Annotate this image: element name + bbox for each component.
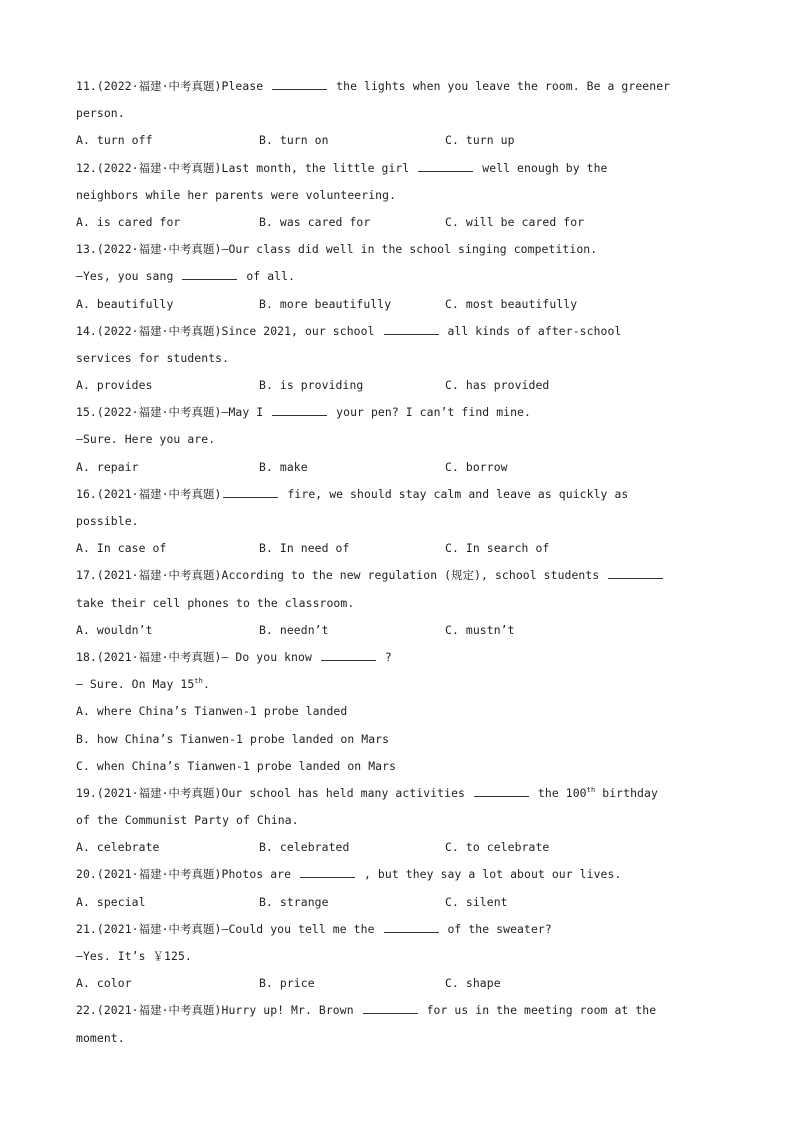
- answer-blank: [223, 485, 278, 498]
- option-c: C. turn up: [445, 133, 515, 148]
- question-13-options: [76, 294, 726, 321]
- question-17-cont: take their cell phones to the classroom.: [76, 595, 355, 610]
- option-b: B. turn on: [259, 133, 329, 148]
- option-b: B. was cared for: [259, 214, 371, 229]
- question-15-stem: 15.(2022·福建·中考真题)—May I your pen? I can’t find mine.: [76, 405, 531, 420]
- answer-blank: [321, 648, 376, 661]
- answer-blank: [300, 865, 355, 878]
- option-b: B. make: [259, 459, 308, 474]
- question-12-stem: 12.(2022·福建·中考真题)Last month, the little girl well enough by the: [76, 160, 608, 175]
- question-20-options: [76, 892, 726, 919]
- option-c: C. mustn’t: [445, 622, 515, 637]
- option-a: A. provides: [76, 378, 153, 393]
- question-18-stem: 18.(2021·福建·中考真题)— Do you know ?: [76, 649, 392, 664]
- question-17-stem: 17.(2021·福建·中考真题)According to the new regulation (规定), school students: [76, 565, 726, 592]
- question-13-cont: —Yes, you sang of all.: [76, 269, 296, 284]
- question-13-stem: 13.(2022·福建·中考真题)—Our class did well in the school singing competition.: [76, 242, 598, 257]
- question-11-options: [76, 130, 726, 157]
- option-c: C. has provided: [445, 378, 550, 393]
- option-a: A. wouldn’t: [76, 622, 153, 637]
- option-c: C. In search of: [445, 541, 550, 556]
- question-15-options: [76, 457, 726, 484]
- answer-blank: [474, 784, 529, 797]
- question-21-cont: —Yes. It’s ￥125.: [76, 949, 192, 963]
- answer-blank: [272, 77, 327, 90]
- question-14-cont: services for students.: [76, 350, 230, 365]
- option-b: B. price: [259, 976, 315, 991]
- question-18-cont: — Sure. On May 15th.: [76, 677, 210, 692]
- question-16-options: [76, 538, 726, 565]
- option-c: C. to celebrate: [445, 840, 550, 855]
- option-c: C. borrow: [445, 459, 508, 474]
- question-12-options: [76, 212, 726, 239]
- option-c: C. most beautifully: [445, 296, 578, 311]
- question-12-cont: neighbors while her parents were volunteering.: [76, 187, 397, 202]
- question-21-stem: 21.(2021·福建·中考真题)—Could you tell me the of the sweater?: [76, 921, 552, 936]
- question-14-options: [76, 375, 726, 402]
- question-18-option-b: B. how China’s Tianwen-1 probe landed on Mars: [76, 731, 390, 746]
- question-18-option-a: A. where China’s Tianwen-1 probe landed: [76, 704, 348, 719]
- question-17-options: [76, 620, 726, 647]
- option-a: A. turn off: [76, 133, 153, 148]
- answer-blank: [608, 566, 663, 579]
- option-a: A. is cared for: [76, 214, 181, 229]
- question-11-cont: person.: [76, 106, 125, 121]
- answer-blank: [384, 322, 439, 335]
- question-16-cont: possible.: [76, 514, 139, 528]
- question-19-options: [76, 837, 726, 864]
- question-14-stem: 14.(2022·福建·中考真题)Since 2021, our school all kinds of after-school: [76, 323, 622, 338]
- option-a: A. In case of: [76, 541, 167, 556]
- option-a: A. color: [76, 976, 132, 991]
- question-16-stem: 16.(2021·福建·中考真题) fire, we should stay calm and leave as quickly as: [76, 486, 629, 501]
- question-19-stem: 19.(2021·福建·中考真题)Our school has held many activities the 100th birthday: [76, 785, 658, 800]
- question-list: [76, 76, 726, 1055]
- option-a: A. beautifully: [76, 296, 174, 311]
- answer-blank: [384, 920, 439, 933]
- question-20-stem: 20.(2021·福建·中考真题)Photos are , but they say a lot about our lives.: [76, 867, 622, 882]
- option-c: C. shape: [445, 976, 501, 991]
- answer-blank: [272, 403, 327, 416]
- option-b: B. In need of: [259, 541, 350, 556]
- option-b: B. strange: [259, 894, 329, 909]
- option-a: A. celebrate: [76, 840, 160, 855]
- option-a: A. special: [76, 894, 146, 909]
- question-19-cont: of the Communist Party of China.: [76, 813, 299, 828]
- option-b: B. celebrated: [259, 840, 350, 855]
- option-a: A. repair: [76, 459, 139, 474]
- answer-blank: [418, 159, 473, 172]
- question-22-stem: 22.(2021·福建·中考真题)Hurry up! Mr. Brown for us in the meeting room at the: [76, 1003, 657, 1018]
- option-c: C. will be cared for: [445, 214, 585, 229]
- option-b: B. needn’t: [259, 622, 329, 637]
- answer-blank: [182, 267, 237, 280]
- question-11-stem: 11.(2022·福建·中考真题)Please the lights when you leave the room. Be a greener: [76, 79, 671, 93]
- question-15-cont: —Sure. Here you are.: [76, 432, 216, 447]
- answer-blank: [363, 1001, 418, 1014]
- question-21-options: [76, 973, 726, 1000]
- option-b: B. is providing: [259, 378, 364, 393]
- question-18-option-c: C. when China’s Tianwen-1 probe landed on Mars: [76, 758, 397, 773]
- option-b: B. more beautifully: [259, 296, 392, 311]
- option-c: C. silent: [445, 894, 508, 909]
- question-22-cont: moment.: [76, 1030, 125, 1045]
